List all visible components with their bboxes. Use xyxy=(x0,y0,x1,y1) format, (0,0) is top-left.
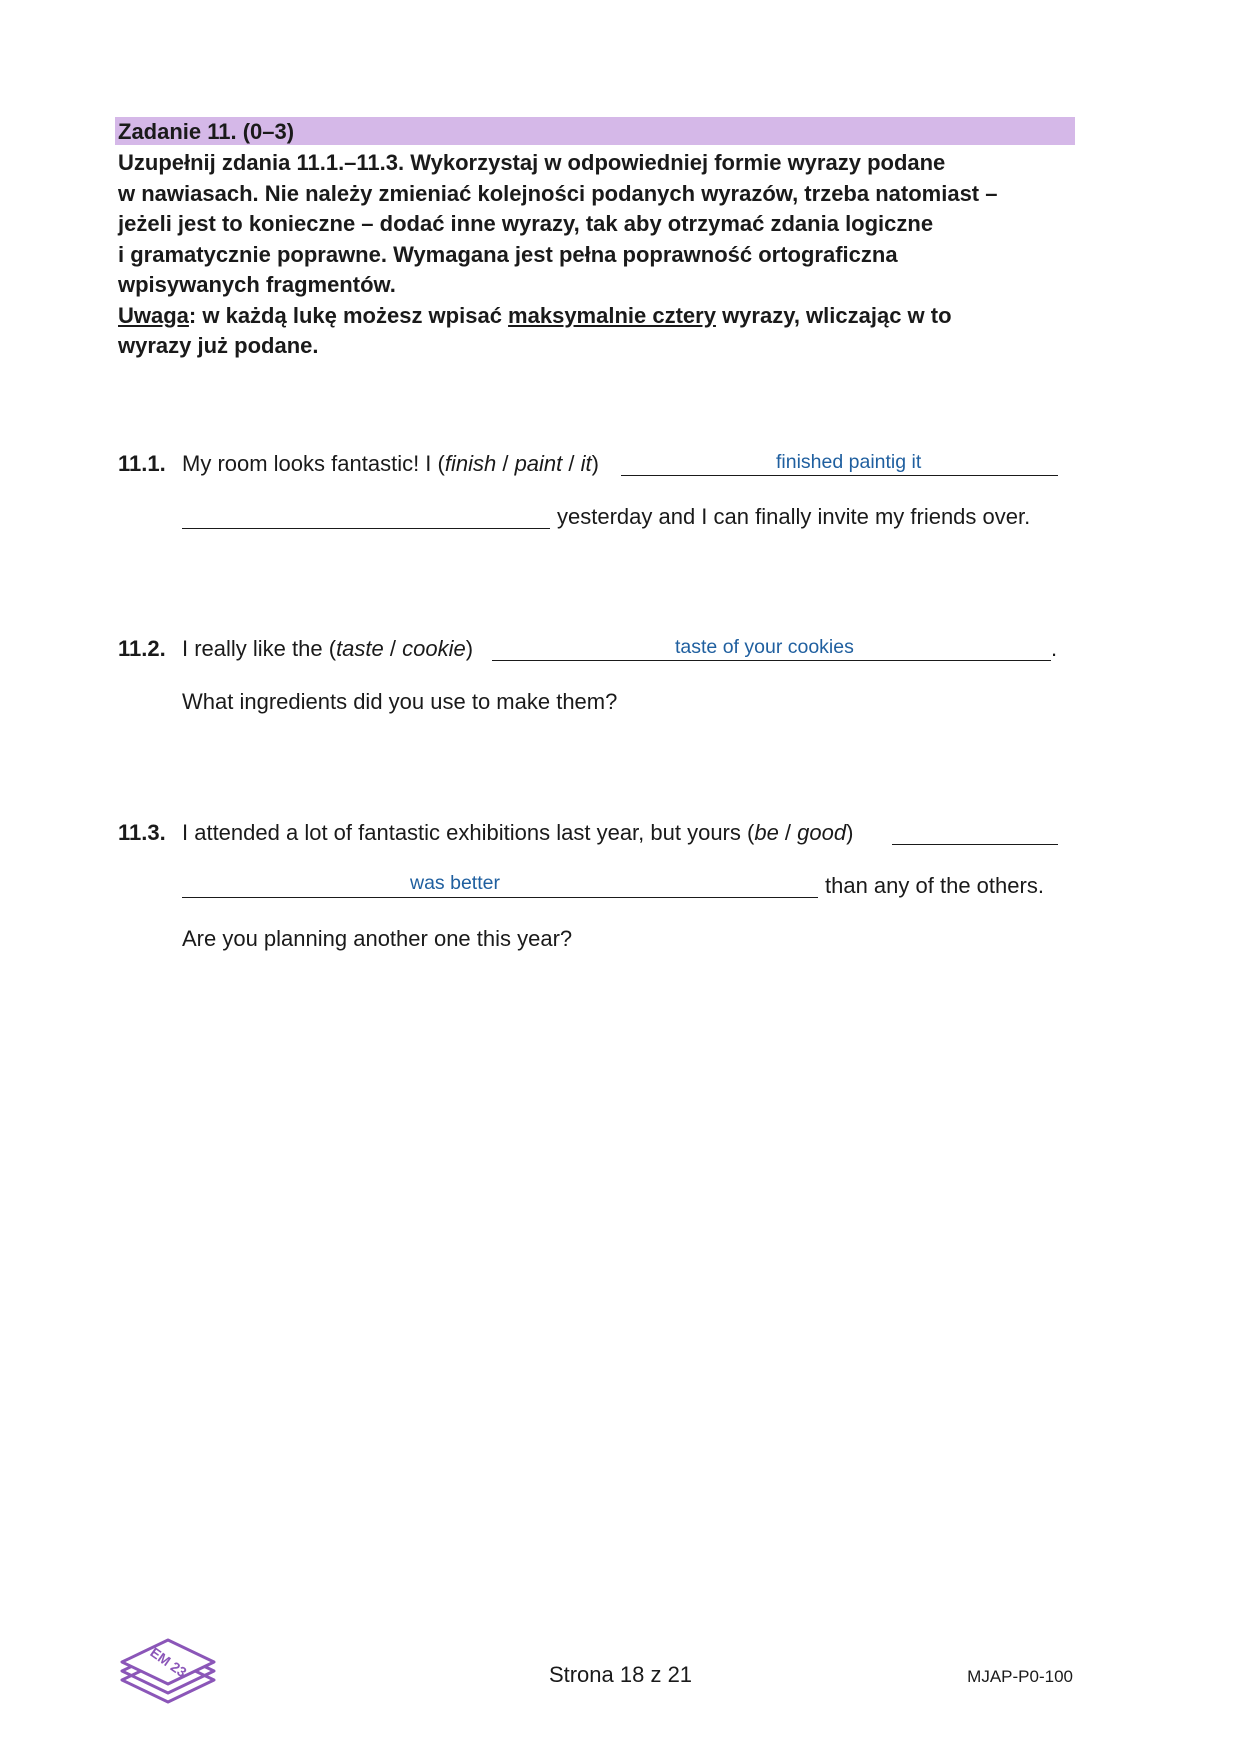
answer-11-1[interactable]: finished paintig it xyxy=(776,451,922,473)
item-11-3-followup: Are you planning another one this year? xyxy=(182,926,573,951)
answer-11-2[interactable]: taste of your cookies xyxy=(675,636,854,658)
item-11-3-continuation: than any of the others. xyxy=(825,873,1044,898)
instruction-line: Uzupełnij zdania 11.1.–11.3. Wykorzystaj w odpowiedniej formie wyrazy podane xyxy=(118,150,946,175)
document-code: MJAP-P0-100 xyxy=(967,1667,1073,1686)
instruction-line: w nawiasach. Nie należy zmieniać kolejności podanych wyrazów, trzeba natomiast – xyxy=(118,180,998,206)
task-title: Zadanie 11. (0–3) xyxy=(118,119,295,144)
svg-text:EM 23: EM 23 xyxy=(147,1644,190,1681)
page-number: Strona 18 z 21 xyxy=(548,1662,693,1687)
item-11-1-prompt: My room looks fantastic! I (finish / paint / it) xyxy=(182,451,599,476)
instruction-line: i gramatycznie poprawne. Wymagana jest pełna poprawność ortograficzna xyxy=(118,241,898,267)
item-11-3-prompt: I attended a lot of fantastic exhibitions last year, but yours (be / good) xyxy=(182,820,854,845)
instruction-line: wpisywanych fragmentów. xyxy=(118,272,396,297)
answer-blank[interactable] xyxy=(892,844,1058,845)
note-line: Uwaga: w każdą lukę możesz wpisać maksymalnie cztery wyrazy, wliczając w to xyxy=(118,302,952,328)
item-number: 11.3. xyxy=(118,820,166,845)
item-11-2-prompt: I really like the (taste / cookie) xyxy=(182,636,474,661)
item-11-2-end: . xyxy=(1051,636,1058,661)
item-number: 11.1. xyxy=(118,451,166,476)
instruction-line: jeżeli jest to konieczne – dodać inne wyrazy, tak aby otrzymać zdania logiczne xyxy=(118,211,934,236)
answer-blank[interactable] xyxy=(621,475,1058,476)
item-11-2-continuation: What ingredients did you use to make them? xyxy=(182,689,618,714)
task-instructions xyxy=(118,148,1078,362)
answer-blank[interactable] xyxy=(492,660,1051,661)
item-number: 11.2. xyxy=(118,636,166,661)
note-line-2: wyrazy już podane. xyxy=(118,333,319,358)
note-emphasis: maksymalnie cztery xyxy=(508,302,716,328)
item-11-1-continuation: yesterday and I can finally invite my friends over. xyxy=(557,504,1031,529)
answer-blank[interactable] xyxy=(182,528,550,529)
note-label: Uwaga xyxy=(118,302,189,328)
answer-11-3[interactable]: was better xyxy=(410,872,500,894)
answer-blank[interactable] xyxy=(182,897,818,898)
